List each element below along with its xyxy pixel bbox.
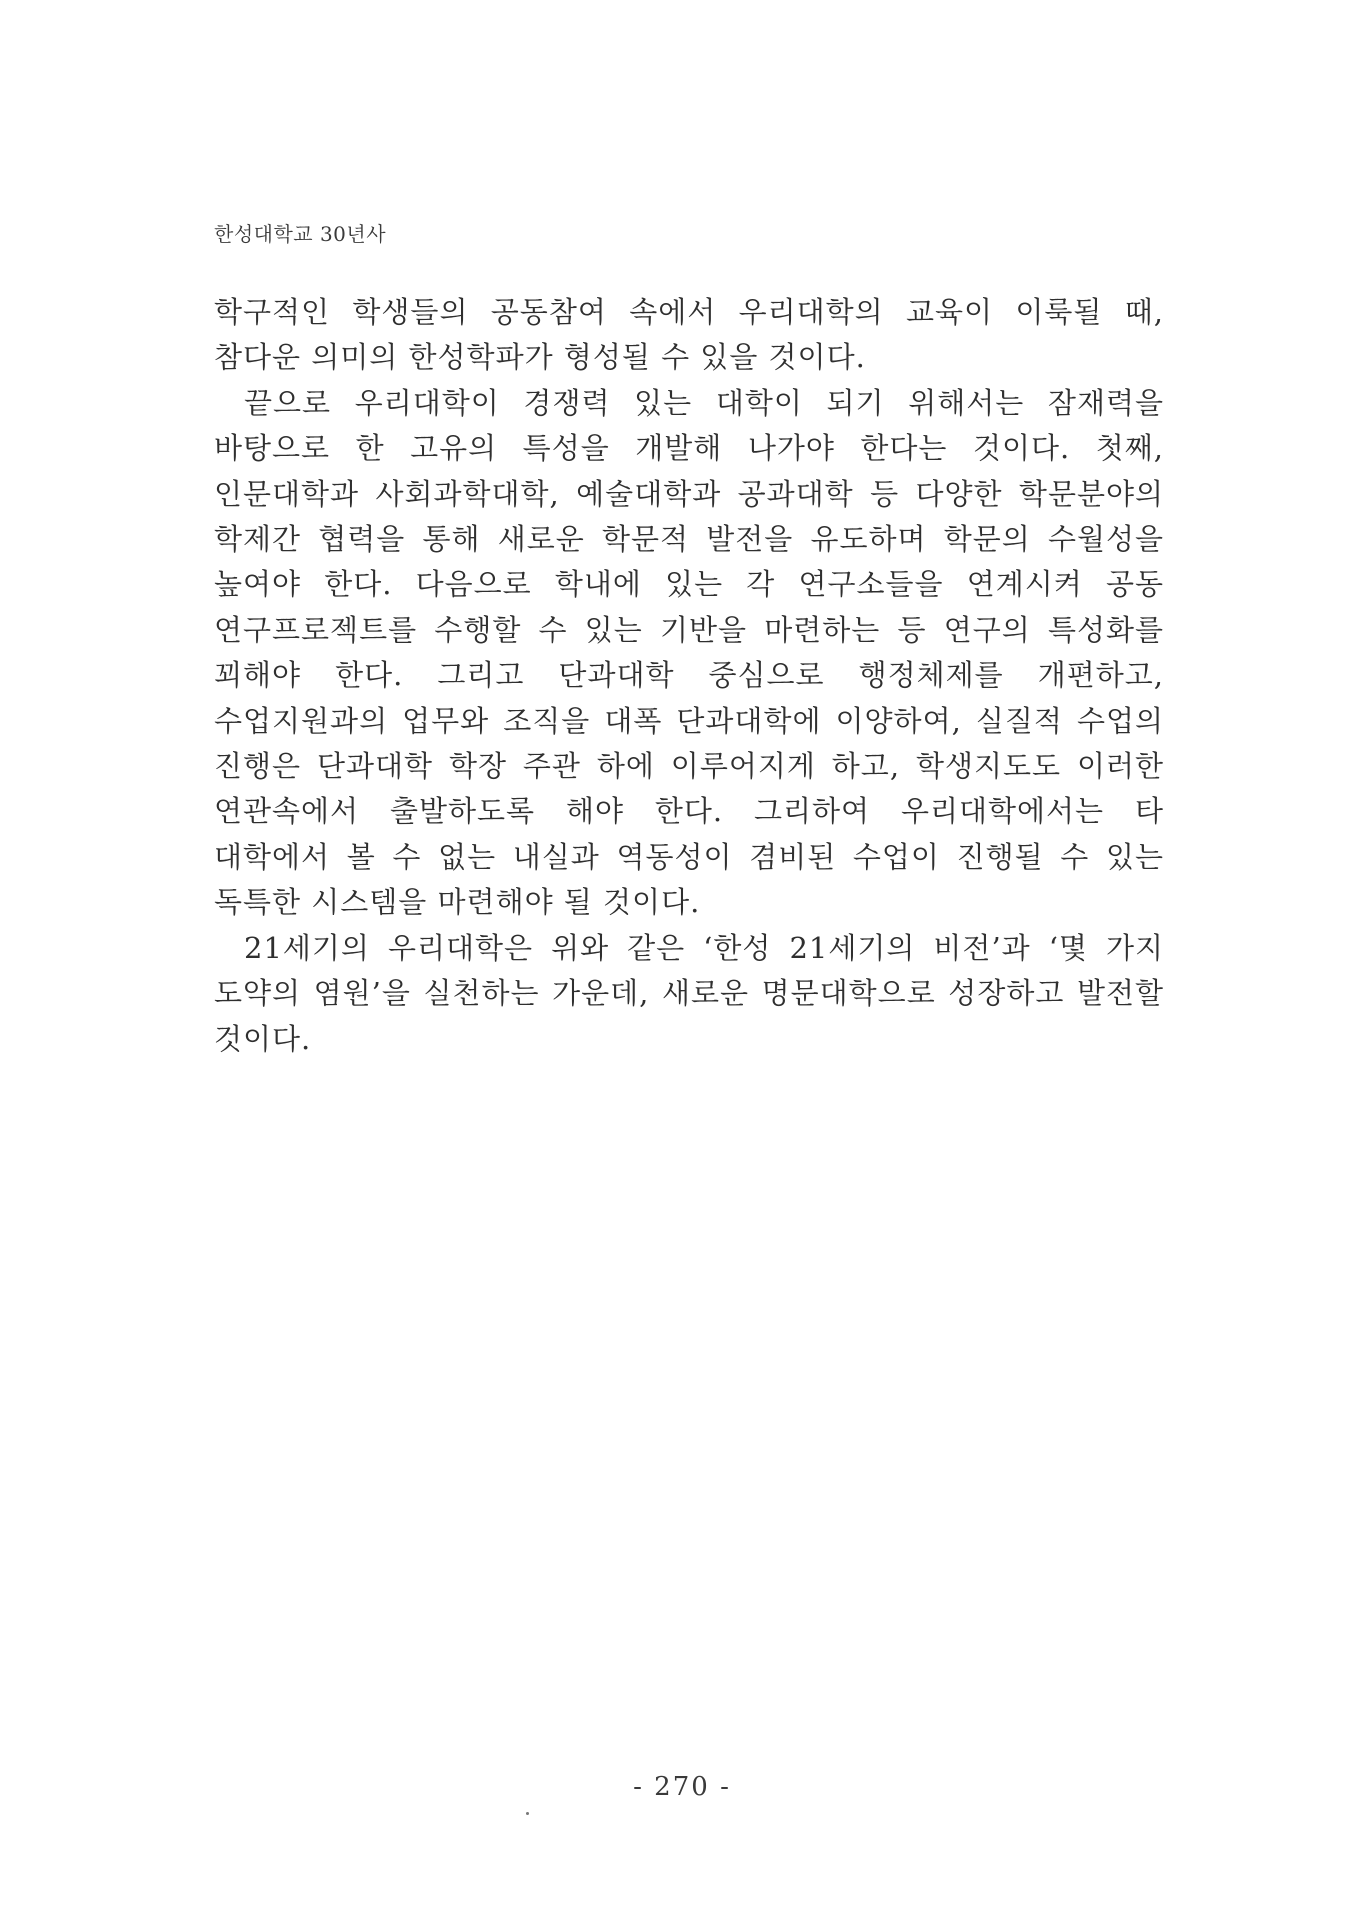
body-text [214, 290, 1164, 1062]
running-header: 한성대학교 30년사 [214, 222, 387, 246]
scan-speck [526, 1812, 529, 1815]
paragraph-competitiveness: 끝으로 우리대학이 경쟁력 있는 대학이 되기 위해서는 잠재력을 바탕으로 한 고유의 특성을 개발해 나가야 한다는 것이다. 첫째, 인문대학과 사회과학대학, 예술대학과 공과대학 등 다양한 학문분야의 학제간 협력을 통해 새로운 학문적 발전을 유도하며 학문의 수월성을 높여야 한다. 다음으로 학내에 있는 각 연구소들을 연계시켜 공동 연구프로젝트를 수행할 수 있는 기반을 마련하는 등 연구의 특성화를 꾀해야 한다. 그리고 단과대학 중심으로 행정체제를 개편하고, 수업지원과의 업무와 조직을 대폭 단과대학에 이양하여, 실질적 수업의 진행은 단과대학 학장 주관 하에 이루어지게 하고, 학생지도도 이러한 연관속에서 출발하도록 해야 한다. 그리하여 우리대학에서는 타 대학에서 볼 수 없는 내실과 역동성이 겸비된 수업이 진행될 수 있는 독특한 시스템을 마련해야 될 것이다. [214, 385, 1164, 920]
page-number: - 270 - [633, 1772, 731, 1802]
paragraph-continuation: 학구적인 학생들의 공동참여 속에서 우리대학의 교육이 이룩될 때, 참다운 의미의 한성학파가 형성될 수 있을 것이다. [214, 295, 1164, 375]
paragraph-conclusion: 21세기의 우리대학은 위와 같은 ‘한성 21세기의 비전’과 ‘몇 가지 도약의 염원’을 실천하는 가운데, 새로운 명문대학으로 성장하고 발전할 것이다. [214, 930, 1164, 1056]
